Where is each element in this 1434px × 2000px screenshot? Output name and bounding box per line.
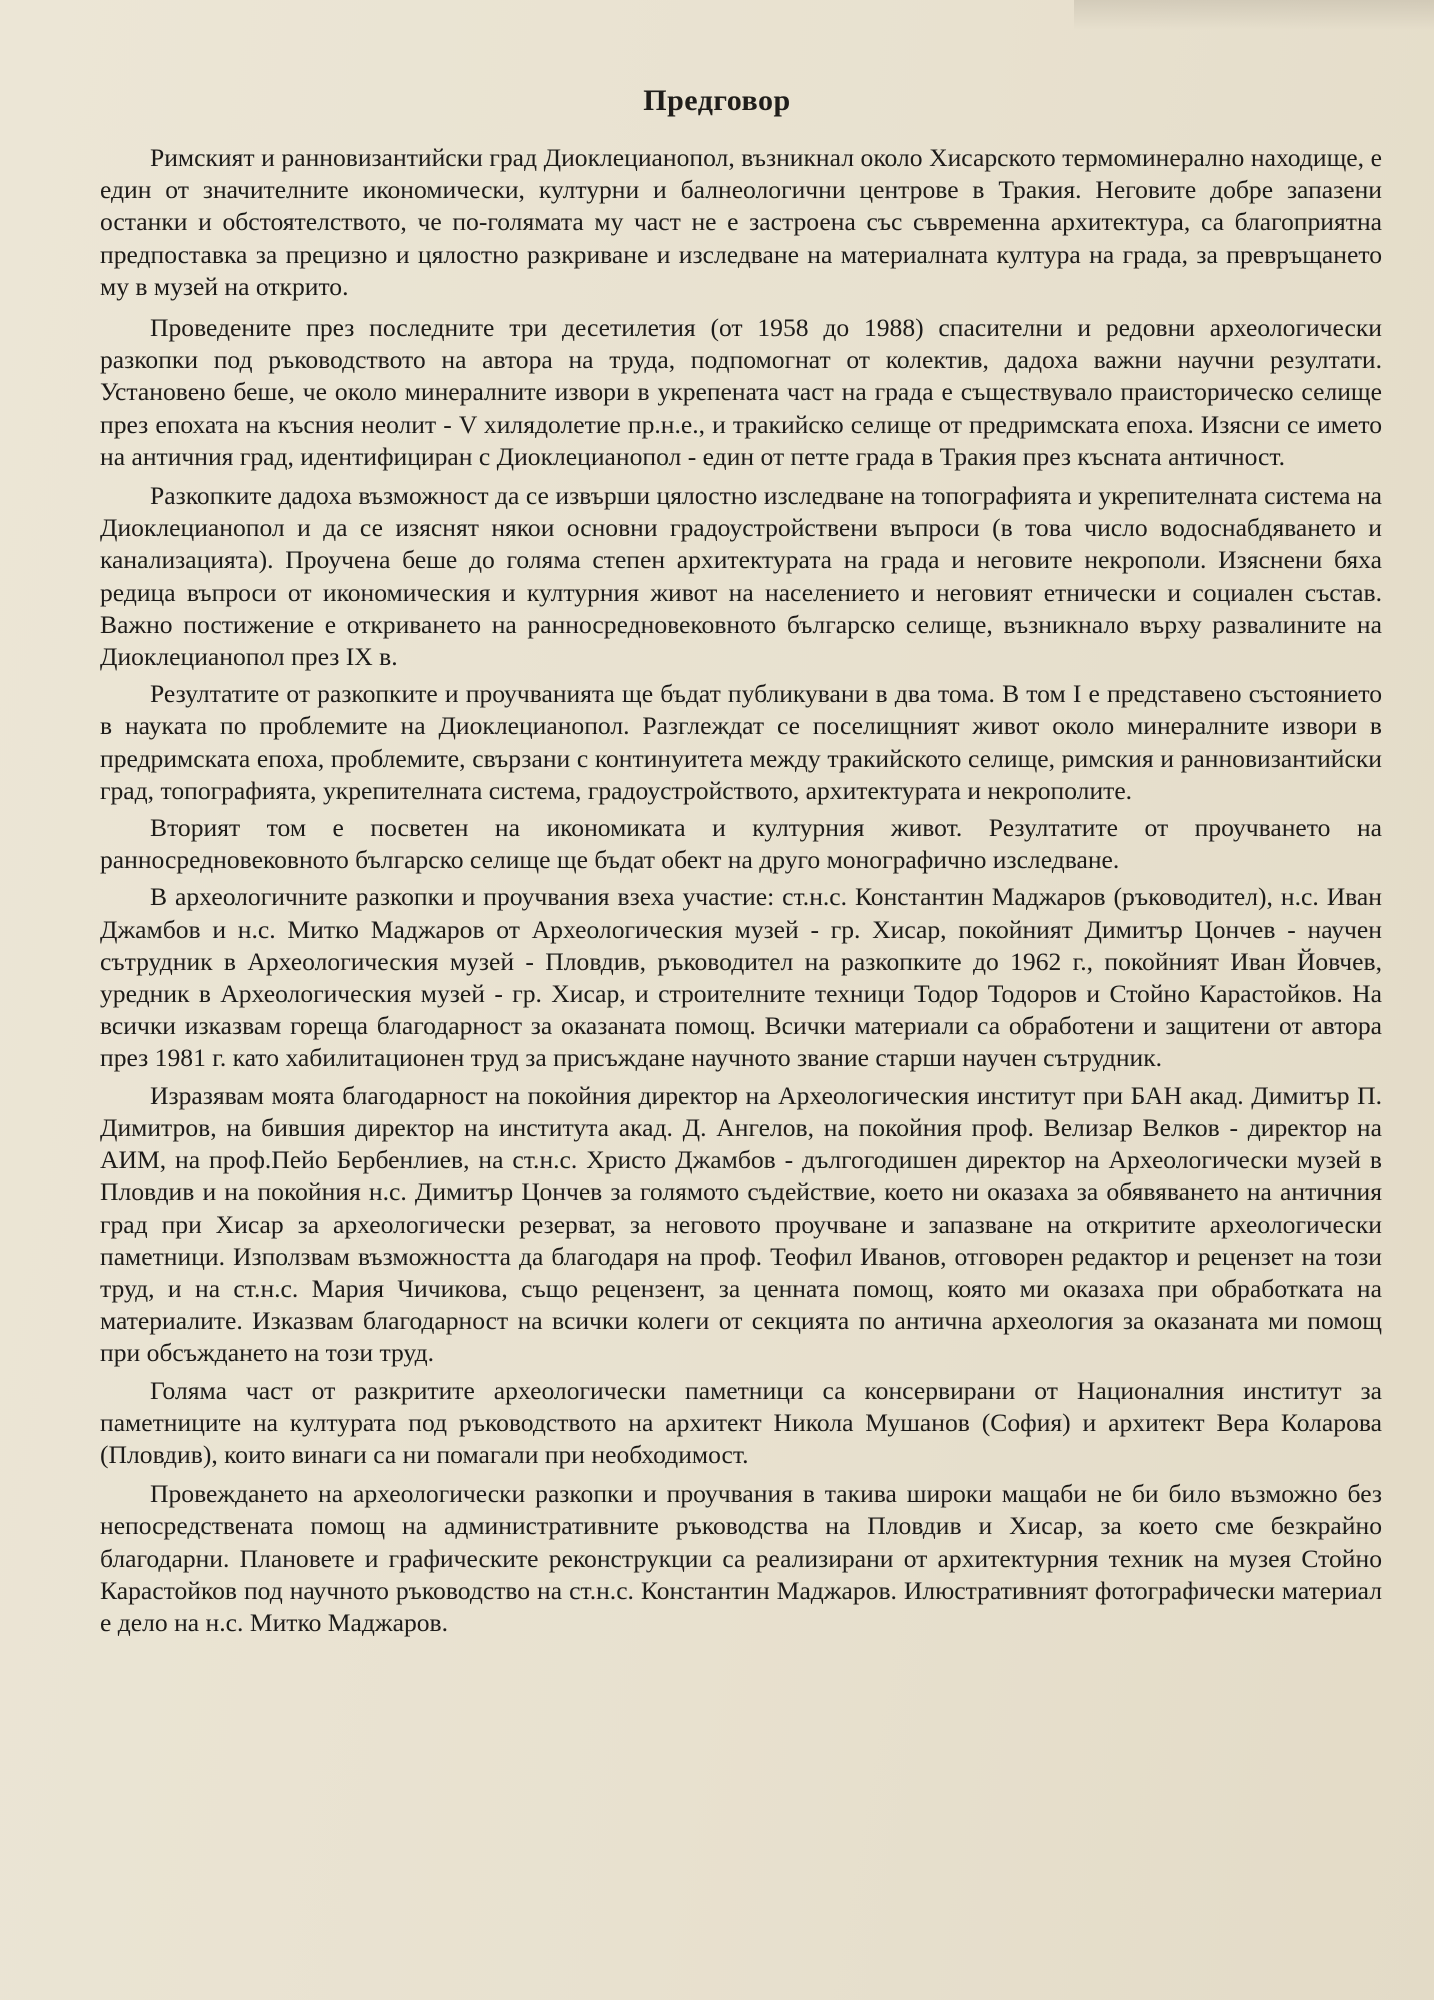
paragraph-administration: Провеждането на археологически разкопки и проучвания в такива широки мащаби не би било възможно без непосредствената помощ на административните ръководства на Пловдив и Хисар, за което сме безкрайно благодарни. Плановете и графическите реконструкции са реализирани от архитектурния техник на музея Стойно Карастойков под научното ръководство на ст.н.с. Константин Маджаров. Илюстративният фотографически материал е дело на н.с. Митко Маджаров. [100, 1479, 1382, 1637]
paragraph-results: Разкопките дадоха възможност да се извърши цялостно изследване на топографията и укрепителната система на Диоклецианопол и да се изяснят някои основни градоустройствени въпроси (в това число водоснабдяването и канализацията). Проучена беше до голяма степен архитектурата на града и неговите некрополи. Изяснени бяха редица въпроси от икономическия и културния живот на населението и неговият етнически и социален състав. Важно постижение е откриването на ранносредновековното българско селище, възникнало върху развалините на Диоклецианопол през IX в. [100, 481, 1382, 672]
paragraph-intro: Римският и ранновизантийски град Диоклецианопол, възникнал около Хисарското термоминерално находище, е един от значителните икономически, културни и балнеологични центрове в Тракия. Неговите добре запазени останки и обстоятелството, че по-голямата му част не е застроена със съвременна архитектура, са благоприятна предпоставка за прецизно и цялостно разкриване и изследване на материалната култура на града, за превръщането му в музей на открито. [100, 143, 1382, 301]
paragraph-volume-two: Вторият том е посветен на икономиката и културния живот. Резултатите от проучването на ранносредновековното българско селище ще бъдат обект на друго монографично изследване. [100, 813, 1382, 875]
page-title: Предговор [643, 84, 791, 118]
paragraph-conservation: Голяма част от разкритите археологически паметници са консервирани от Националния институт за паметниците на културата под ръководството на архитект Никола Мушанов (София) и архитект Вера Коларова (Пловдив), които винаги са ни помагали при необходимост. [100, 1375, 1382, 1469]
page-edge-shadow [1074, 0, 1434, 30]
page-body [100, 142, 1382, 1639]
paragraph-volume-one: Резултатите от разкопките и проучванията ще бъдат публикувани в два тома. В том I е представено състоянието в науката по проблемите на Диоклецианопол. Разглеждат се поселищният живот около минералните извори в предримската епоха, проблемите, свързани с континуитета между тракийското селище, римския и ранновизантийски град, топографията, укрепителната система, градоустройството, архитектурата и некрополите. [100, 679, 1382, 805]
paragraph-participants: В археологичните разкопки и проучвания взеха участие: ст.н.с. Константин Маджаров (ръководител), н.с. Иван Джамбов и н.с. Митко Маджаров от Археологическия музей - гр. Хисар, покойният Димитър Цончев - научен сътрудник в Археологическия музей - Пловдив, ръководител на разкопките до 1962 г., покойният Иван Йовчев, уредник в Археологическия музей - гр. Хисар, и строителните техници Тодор Тодоров и Стойно Карастойков. На всички изказвам гореща благодарност за оказаната помощ. Всички материали са обработени и защитени от автора през 1981 г. като хабилитационен труд за присъждане научното звание старши научен сътрудник. [100, 882, 1382, 1073]
paragraph-gratitude: Изразявам моята благодарност на покойния директор на Археологическия институт при БАН акад. Димитър П. Димитров, на бившия директор на института акад. Д. Ангелов, на покойния проф. Велизар Велков - директор на АИМ, на проф.Пейо Бербенлиев, на ст.н.с. Христо Джамбов - дългогодишен директор на Археологически музей в Пловдив и на покойния н.с. Димитър Цончев за голямото съдействие, което ни оказаха за обявяването на античния град при Хисар за археологически резерват, за неговото проучване и запазване на откритите археологически паметници. Използвам възможността да благодаря на проф. Теофил Иванов, отговорен редактор и рецензет на този труд, и на ст.н.с. Мария Чичикова, също рецензент, за ценната помощ, която ми оказаха при обработката на материалите. Изказвам благодарност на всички колеги от секцията по антична археология за оказаната ми помощ при обсъждането на този труд. [100, 1080, 1382, 1368]
paragraph-excavations: Проведените през последните три десетилетия (от 1958 до 1988) спасителни и редовни археологически разкопки под ръководството на автора на труда, подпомогнат от колектив, дадоха важни научни резултати. Установено беше, че около минералните извори в укрепената част на града е съществувало праисторическо селище през епохата на късния неолит - V хилядолетие пр.н.е., и тракийско селище от предримската епоха. Изясни се името на античния град, идентифициран с Диоклецианопол - един от петте града в Тракия през късната античност. [100, 313, 1382, 471]
